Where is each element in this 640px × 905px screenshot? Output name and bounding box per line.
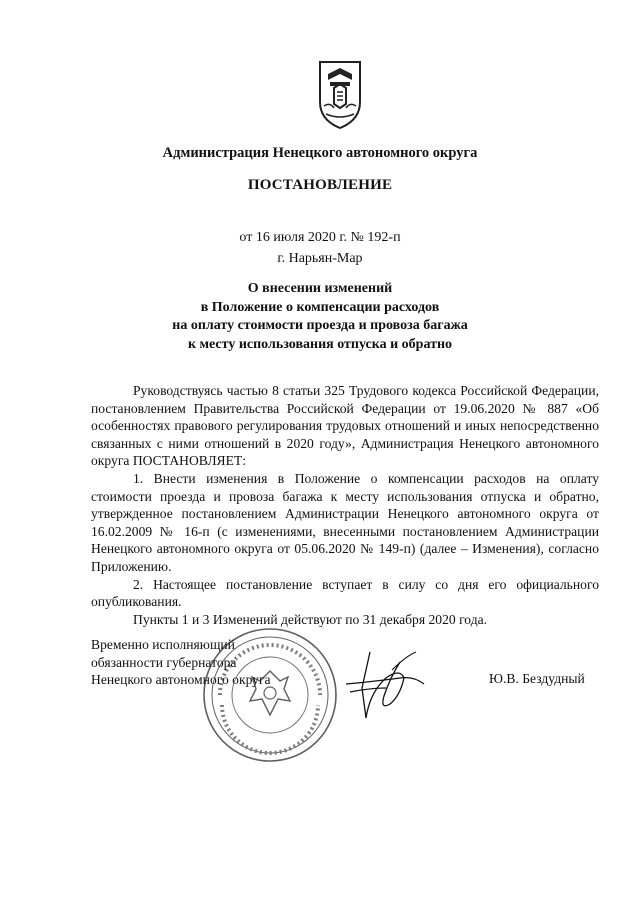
document-city: г. Нарьян-Мар <box>277 251 363 266</box>
position-line: обязанности губернатора <box>91 654 237 670</box>
preamble-paragraph: Руководствуясь частью 8 статьи 325 Трудового кодекса Российской Федерации, постановлением Правительства Российской Федерации от 19.06.2020 № 887 «Об особенностях правового регулирования трудовых отношений и иных непосредственно связанных с ними отношений в 2020 году», Администрация Ненецкого автономного округа ПОСТАНОВЛЯЕТ: <box>91 383 599 469</box>
item-3-paragraph: Пункты 1 и 3 Изменений действуют по 31 декабря 2020 года. <box>133 611 488 627</box>
handwritten-signature-icon <box>340 648 430 728</box>
position-line: Ненецкого автономного округа <box>91 672 271 687</box>
subject-line: на оплату стоимости проезда и провоза багажа <box>172 318 468 334</box>
document-body <box>91 382 599 628</box>
document-subject <box>0 280 640 354</box>
item-1-paragraph: 1. Внести изменения в Положение о компенсации расходов на оплату стоимости проезда и провоза багажа к месту использования отпуска и обратно, утвержденное постановлением Администрации Ненецкого автономного округа от 16.02.2009 № 16-п (с изменениями, внесенными постановлением Администрации Ненецкого автономного округа от 05.06.2020 № 149-п) (далее – Изменения), согласно Приложению. <box>91 470 599 574</box>
document-date-number: от 16 июля 2020 г. № 192-п <box>239 230 401 245</box>
signatory-name: Ю.В. Бездудный <box>489 671 585 686</box>
position-line: Временно исполняющий <box>91 637 235 652</box>
nenets-coat-of-arms-icon <box>314 58 366 132</box>
signatory-position <box>91 636 271 689</box>
item-2-paragraph: 2. Настоящее постановление вступает в силу со дня его официального опубликования. <box>91 576 599 610</box>
subject-line: в Положение о компенсации расходов <box>200 299 440 315</box>
subject-line: к месту использования отпуска и обратно <box>187 336 453 352</box>
subject-line: О внесении изменений <box>247 281 393 296</box>
document-type: ПОСТАНОВЛЕНИЕ <box>247 177 393 193</box>
organization-name: Администрация Ненецкого автономного округа <box>162 145 478 161</box>
